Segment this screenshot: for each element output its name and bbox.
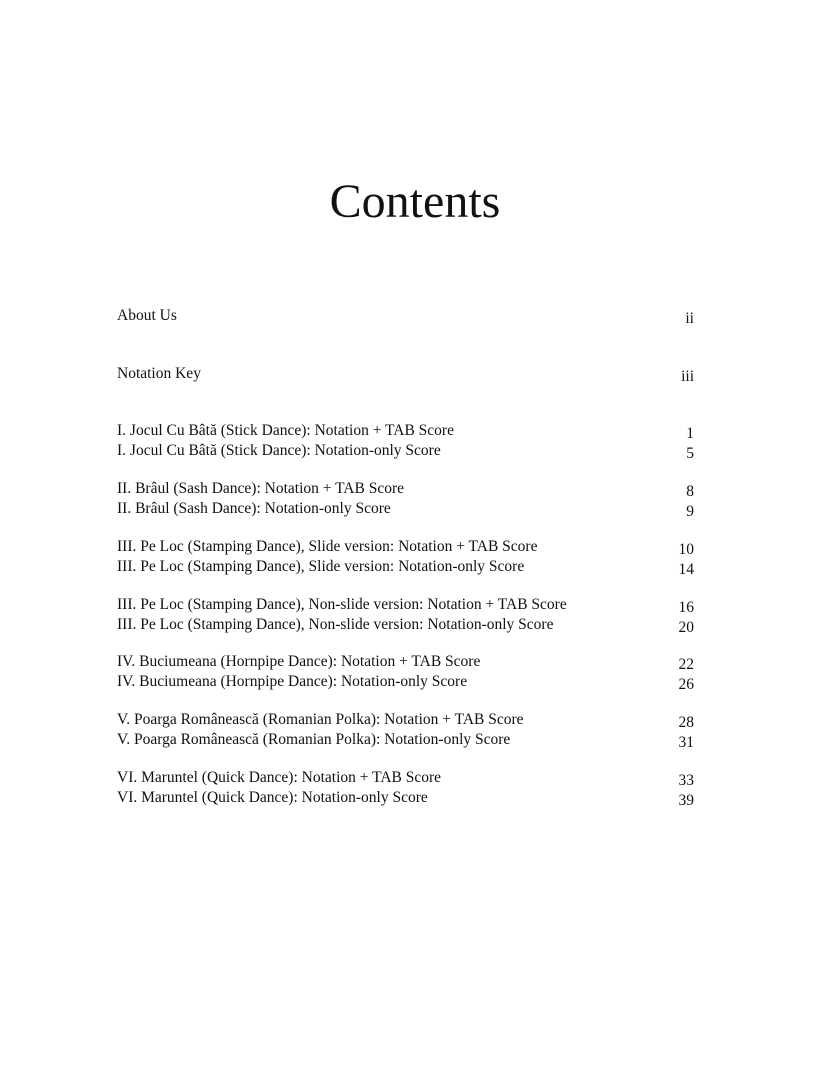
toc-entry-jocul-tab[interactable] [117, 421, 694, 441]
toc-entry-page: 26 [678, 676, 694, 693]
toc-entry-label: VI. Maruntel (Quick Dance): Notation-only Score [117, 789, 428, 806]
toc-entry-label: I. Jocul Cu Bâtă (Stick Dance): Notation + TAB Score [117, 422, 454, 439]
toc-entry-about-us[interactable] [117, 306, 694, 326]
toc-entry-label: VI. Maruntel (Quick Dance): Notation + TAB Score [117, 769, 442, 786]
toc-entry-page: 10 [678, 541, 694, 558]
toc-entry-page: 20 [678, 619, 694, 636]
toc-entry-page: 1 [686, 425, 694, 442]
toc-entry-maruntel-notation[interactable] [117, 788, 694, 808]
toc-entry-maruntel-tab[interactable] [117, 768, 694, 788]
toc-entry-page: 31 [678, 734, 694, 751]
toc-entry-label: II. Brâul (Sash Dance): Notation-only Score [117, 500, 391, 517]
toc-entry-page: 8 [686, 483, 694, 500]
toc-entry-label: III. Pe Loc (Stamping Dance), Slide version: Notation + TAB Score [117, 538, 538, 555]
toc-entry-page: 14 [678, 561, 694, 578]
toc-entry-poarga-notation[interactable] [117, 730, 694, 750]
toc-entry-notation-key[interactable] [117, 364, 694, 384]
toc-entry-page: 28 [678, 714, 694, 731]
toc-entry-label: III. Pe Loc (Stamping Dance), Non-slide version: Notation-only Score [117, 616, 554, 633]
toc-entry-page: 5 [686, 445, 694, 462]
toc-entry-buciumeana-tab[interactable] [117, 652, 694, 672]
toc-entry-label: II. Brâul (Sash Dance): Notation + TAB Score [117, 480, 405, 497]
toc-entry-label: Notation Key [117, 365, 201, 382]
toc-entry-jocul-notation[interactable] [117, 441, 694, 461]
toc-entry-label: III. Pe Loc (Stamping Dance), Non-slide version: Notation + TAB Score [117, 596, 567, 613]
toc-entry-page: iii [681, 368, 694, 385]
toc-entry-label: About Us [117, 307, 177, 324]
toc-entry-buciumeana-notation[interactable] [117, 672, 694, 692]
toc-entry-page: 16 [678, 599, 694, 616]
toc-entry-peloc-nonslide-notation[interactable] [117, 615, 694, 635]
page-title: Contents [329, 175, 501, 228]
toc-entry-braul-notation[interactable] [117, 499, 694, 519]
toc-entry-peloc-slide-tab[interactable] [117, 537, 694, 557]
toc-entry-page: 22 [678, 656, 694, 673]
toc-entry-label: III. Pe Loc (Stamping Dance), Slide version: Notation-only Score [117, 558, 525, 575]
toc-entry-label: V. Poarga Românească (Romanian Polka): Notation + TAB Score [117, 711, 524, 728]
toc-entry-page: 39 [678, 792, 694, 809]
toc-entry-page: 9 [686, 503, 694, 520]
toc-entry-peloc-slide-notation[interactable] [117, 557, 694, 577]
toc-entry-label: I. Jocul Cu Bâtă (Stick Dance): Notation-only Score [117, 442, 441, 459]
toc-entry-label: V. Poarga Românească (Romanian Polka): Notation-only Score [117, 731, 511, 748]
toc-entry-peloc-nonslide-tab[interactable] [117, 595, 694, 615]
toc-entry-poarga-tab[interactable] [117, 710, 694, 730]
toc-entry-braul-tab[interactable] [117, 479, 694, 499]
toc-entry-page: 33 [678, 772, 694, 789]
toc-entry-label: IV. Buciumeana (Hornpipe Dance): Notation-only Score [117, 673, 468, 690]
toc-entry-label: IV. Buciumeana (Hornpipe Dance): Notation + TAB Score [117, 653, 481, 670]
toc-entry-page: ii [685, 310, 694, 327]
